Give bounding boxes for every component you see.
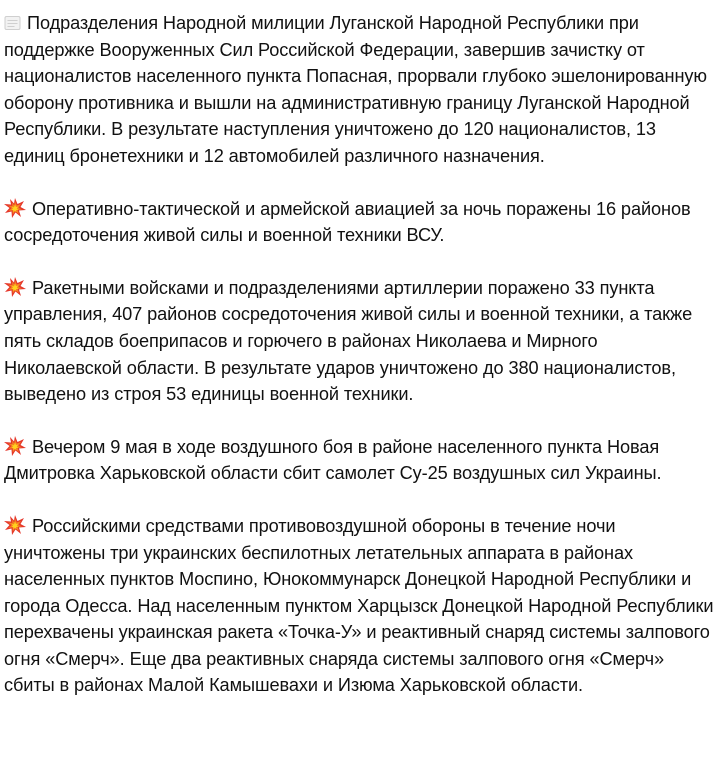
memo-icon <box>4 15 21 32</box>
news-document <box>4 10 718 725</box>
collision-icon <box>4 515 26 535</box>
paragraph-text: Вечером 9 мая в ходе воздушного боя в районе населенного пункта Новая Дмитровка Харьковской области сбит самолет Су-25 воздушных сил Украины. <box>4 436 662 484</box>
paragraph-text: Подразделения Народной милиции Луганской Народной Республики при поддержке Вооруженных Сил Российской Федерации, завершив зачистку от националистов населенного пункта Попасная, прорвали глубоко эшелонированную оборону противника и вышли на административную границу Луганской Народной Республики. В результате наступления уничтожено до 120 националистов, 13 единиц бронетехники и 12 автомобилей различного назначения. <box>4 13 707 166</box>
paragraph-missiles-artillery <box>4 275 718 408</box>
paragraph-air-battle <box>4 434 718 487</box>
paragraph-text: Ракетными войсками и подразделениями артиллерии поражено 33 пункта управления, 407 районов сосредоточения живой силы и военной техники, а также пять складов боеприпасов и горючего в районах Николаева и Мирного Николаевской области. В результате ударов уничтожено до 380 националистов, выведено из строя 53 единицы военной техники. <box>4 277 693 405</box>
collision-icon <box>4 436 26 456</box>
collision-icon <box>4 277 26 297</box>
collision-icon <box>4 198 26 218</box>
paragraph-aviation <box>4 196 718 249</box>
paragraph-popasnaya <box>4 10 718 170</box>
paragraph-text: Оперативно-тактической и армейской авиацией за ночь поражены 16 районов сосредоточения живой силы и военной техники ВСУ. <box>4 198 691 246</box>
paragraph-air-defense <box>4 513 718 699</box>
paragraph-text: Российскими средствами противовоздушной обороны в течение ночи уничтожены три украинских беспилотных летательных аппарата в районах населенных пунктов Моспино, Юнокоммунарск Донецкой Народной Республики и города Одесса. Над населенным пунктом Харцызск Донецкой Народной Республики перехвачены украинская ракета «Точка-У» и реактивный снаряд системы залпового огня «Смерч». Еще два реактивных снаряда системы залпового огня «Смерч» сбиты в районах Малой Камышевахи и Изюма Харьковской области. <box>4 515 714 696</box>
